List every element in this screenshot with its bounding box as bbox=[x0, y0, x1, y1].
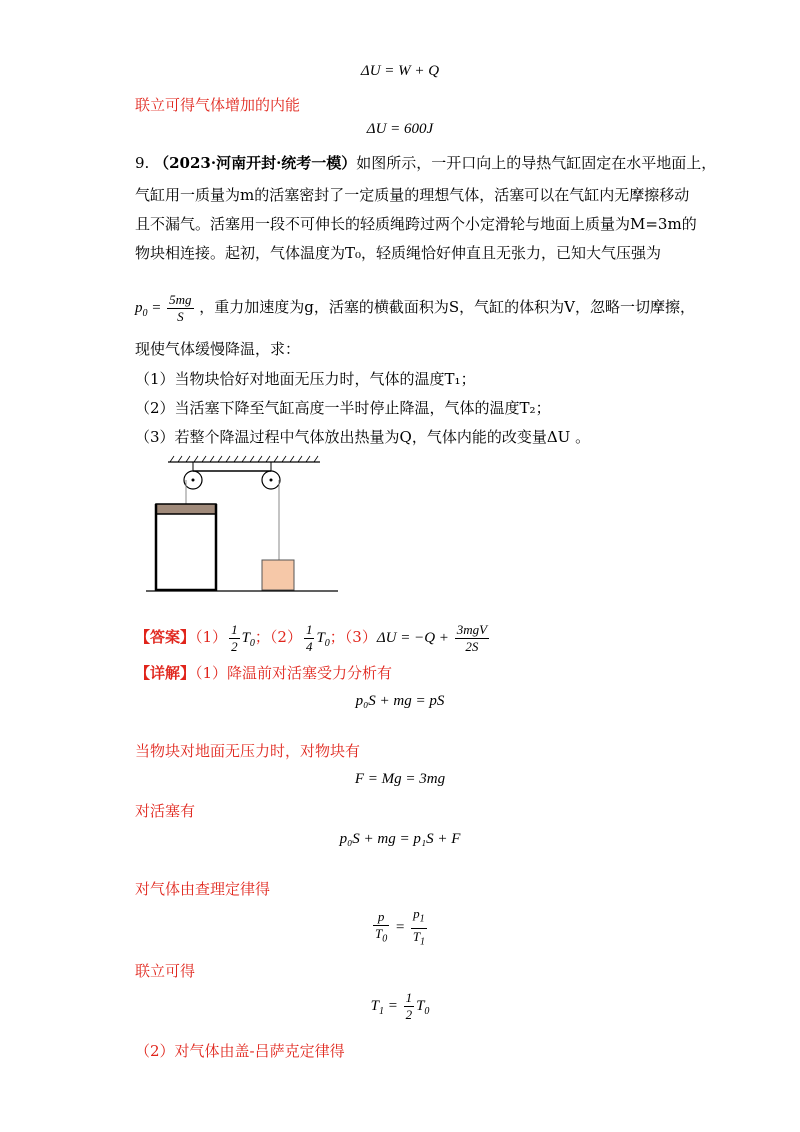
detail-line bbox=[135, 662, 392, 684]
detail-line-2: 当物块对地面无压力时，对物块有 bbox=[135, 742, 361, 760]
answer-formula-1: $\frac{1}{2}$ $T_0$ bbox=[231, 622, 255, 655]
question-line-2: 气缸用一质量为m的活塞密封了一定质量的理想气体，活塞可以在气缸内无摩擦移动 bbox=[135, 186, 690, 204]
question-line-5 bbox=[135, 290, 695, 331]
block bbox=[262, 560, 294, 590]
question-text-1: 如图所示，一开口向上的导热气缸固定在水平地面上， bbox=[356, 154, 717, 172]
question-line-4: 物块相连接。起初，气体温度为T₀，轻质绳恰好伸直且无张力，已知大气压强为 bbox=[135, 244, 662, 262]
p0-formula: $p_0$ = $\frac{5mg}{S}$ bbox=[135, 292, 192, 325]
answer-part-3: ；（3） bbox=[329, 628, 377, 646]
equation-3: p₀S + mg = p₁S + F bbox=[339, 831, 461, 847]
sub-question-1: （1）当物块恰好对地面无压力时，气体的温度T₁； bbox=[135, 370, 476, 388]
question-line-3: 且不漏气。活塞用一段不可伸长的轻质绳跨过两个小定滑轮与地面上质量为M=3m的 bbox=[135, 215, 697, 233]
detail-line-3: 对活塞有 bbox=[135, 802, 196, 820]
answer-line bbox=[135, 620, 491, 661]
apparatus-diagram bbox=[140, 452, 340, 602]
detail-line-4: 对气体由查理定律得 bbox=[135, 880, 271, 898]
detail-line-6: （2）对气体由盖-吕萨克定律得 bbox=[135, 1042, 345, 1060]
equation-first-law: ΔU = W + Q bbox=[360, 63, 440, 79]
answer-tag: 【答案】 bbox=[135, 628, 196, 646]
question-line-1 bbox=[135, 152, 716, 174]
cylinder bbox=[156, 504, 216, 590]
detail-text: （1）降温前对活塞受力分析有 bbox=[195, 664, 393, 682]
equation-charles: $\frac{p}{T_0}$ = $\frac{p_1}{T_1}$ bbox=[374, 906, 426, 948]
equation-t1: $T_1$ = $\frac{1}{2}$ $T_0$ bbox=[370, 990, 430, 1023]
equation-2: F = Mg = 3mg bbox=[354, 771, 446, 787]
question-line-6: 现使气体缓慢降温，求： bbox=[135, 340, 301, 358]
question-number: 9. bbox=[135, 154, 150, 172]
equation-1: p₀S + mg = pS bbox=[355, 693, 445, 709]
detail-line-5: 联立可得 bbox=[135, 962, 196, 980]
question-text-5: ，重力加速度为g，活塞的横截面积为S，气缸的体积为V，忽略一切摩擦， bbox=[199, 298, 695, 316]
sub-question-3: （3）若整个降温过程中气体放出热量为Q，气体内能的改变量ΔU 。 bbox=[135, 428, 591, 446]
question-source: （2023·河南开封·统考一模） bbox=[154, 154, 357, 172]
equation-delta-u-600: ΔU = 600J bbox=[366, 121, 434, 137]
answer-part-1: （1） bbox=[195, 628, 228, 646]
answer-formula-3: ΔU = −Q + $\frac{\text{3mgV}}{2S}$ bbox=[376, 622, 488, 655]
answer-formula-2: $\frac{1}{4}$ $T_0$ bbox=[305, 622, 330, 655]
piston bbox=[156, 504, 216, 514]
detail-tag: 【详解】 bbox=[135, 664, 196, 682]
combine-text-1: 联立可得气体增加的内能 bbox=[135, 96, 301, 114]
sub-question-2: （2）当活塞下降至气缸高度一半时停止降温，气体的温度T₂； bbox=[135, 399, 551, 417]
answer-part-2: ；（2） bbox=[254, 628, 302, 646]
